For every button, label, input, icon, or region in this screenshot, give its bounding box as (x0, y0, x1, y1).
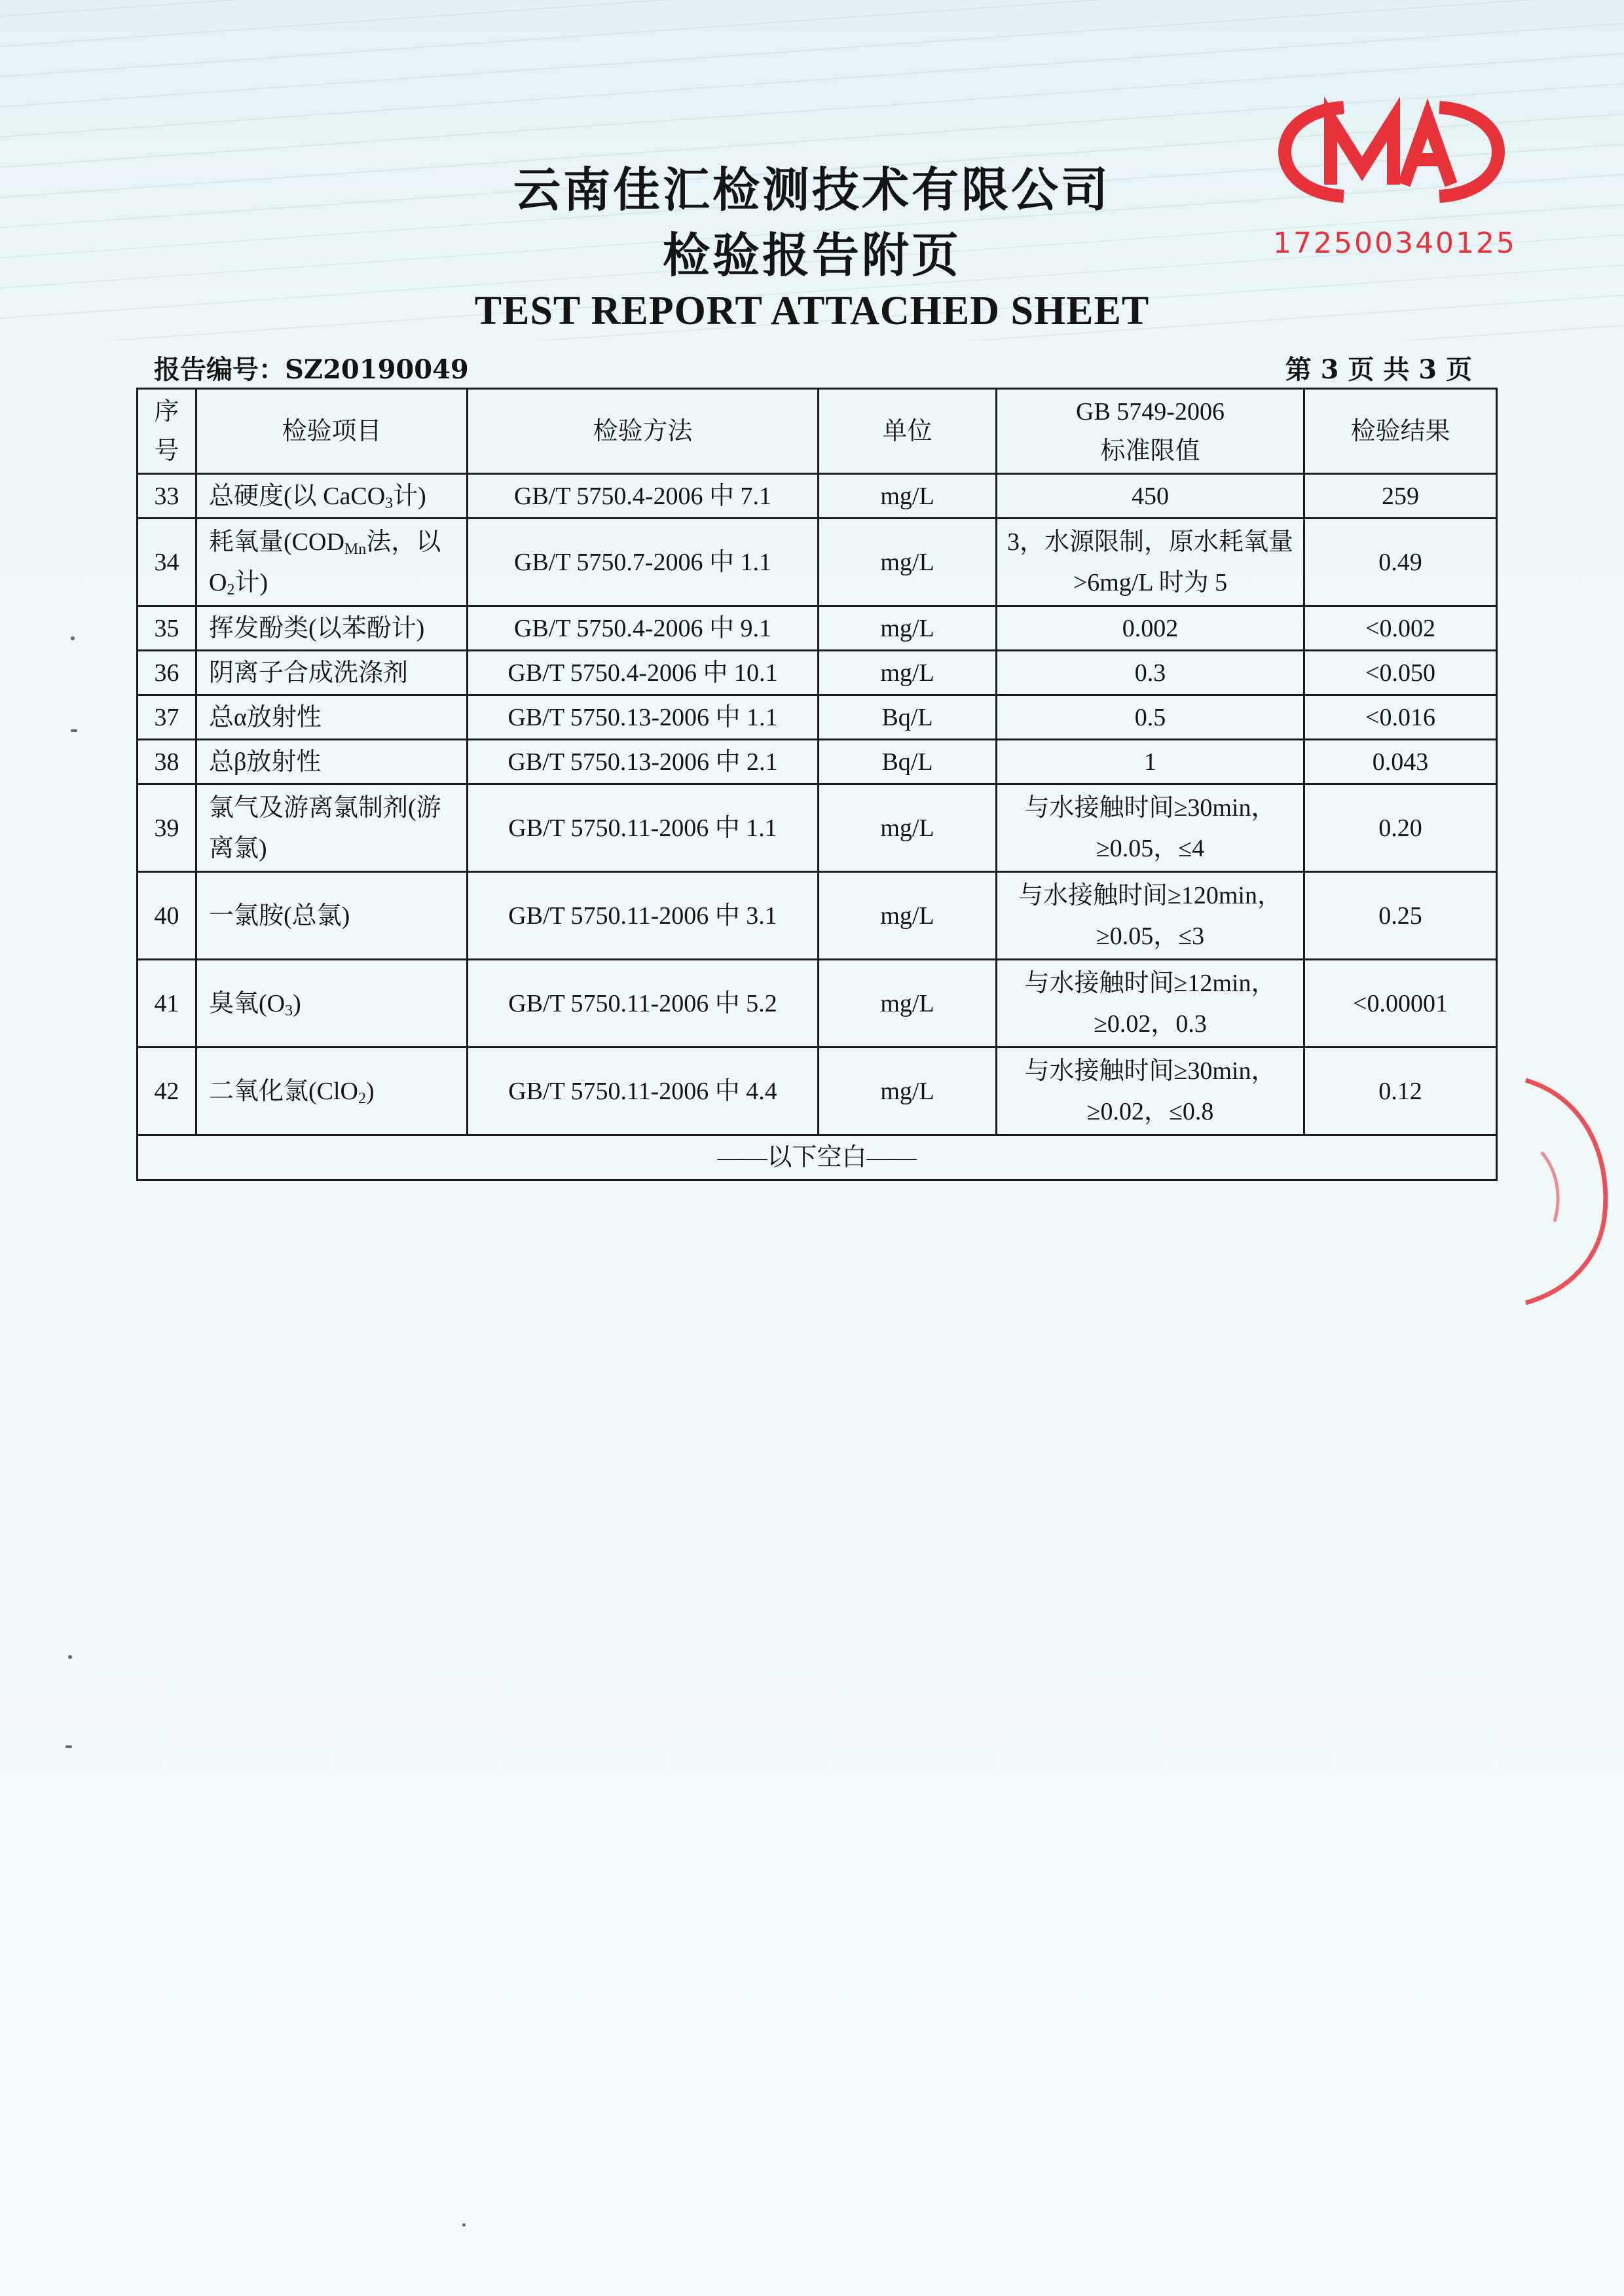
page-indicator: 第 3 页 共 3 页 (1285, 354, 1472, 385)
cell-no: 38 (138, 740, 196, 784)
cell-unit: mg/L (819, 1048, 997, 1135)
cell-limit: 0.002 (997, 606, 1304, 651)
cell-item (196, 960, 468, 1048)
cell-item (196, 1048, 468, 1135)
cell-limit: 0.3 (997, 651, 1304, 695)
cell-unit: mg/L (819, 606, 997, 651)
table-row (138, 651, 1497, 695)
item-text: 总硬度(以 CaCO (209, 482, 386, 510)
cell-item (196, 474, 468, 519)
cell-no: 42 (138, 1048, 196, 1135)
cell-no: 39 (138, 784, 196, 872)
item-text: 计) (234, 568, 268, 596)
cell-unit: Bq/L (819, 740, 997, 784)
header-method: 检验方法 (468, 389, 819, 474)
cell-unit: mg/L (819, 960, 997, 1048)
table-row (138, 474, 1497, 519)
table-row (138, 1048, 1497, 1135)
header-no: 序号 (138, 389, 196, 474)
table-row (138, 740, 1497, 784)
cell-result: <0.050 (1304, 651, 1497, 695)
item-text: 二氧化氯(ClO (209, 1077, 359, 1105)
cell-method: GB/T 5750.4-2006 中 7.1 (468, 474, 819, 519)
scan-speck (71, 636, 75, 640)
end-note: ——以下空白—— (138, 1135, 1497, 1180)
cell-result: 0.12 (1304, 1048, 1497, 1135)
item-text: 总β放射性 (209, 748, 322, 776)
cell-limit: 与水接触时间≥30min，≥0.05，≤4 (997, 784, 1304, 872)
cell-no: 37 (138, 695, 196, 740)
cell-limit: 与水接触时间≥12min，≥0.02，0.3 (997, 960, 1304, 1048)
table-row (138, 872, 1497, 960)
cell-limit: 3，水源限制，原水耗氧量>6mg/L 时为 5 (997, 519, 1304, 606)
item-text: ) (366, 1077, 375, 1105)
item-subscript: 2 (358, 1089, 367, 1107)
cell-limit: 与水接触时间≥30min，≥0.02，≤0.8 (997, 1048, 1304, 1135)
cell-method: GB/T 5750.11-2006 中 5.2 (468, 960, 819, 1048)
item-text: 阴离子合成洗涤剂 (209, 659, 409, 687)
cell-result: 0.043 (1304, 740, 1497, 784)
table-row (138, 606, 1497, 651)
end-note-row (138, 1135, 1497, 1180)
cell-result: <0.002 (1304, 606, 1497, 651)
cell-no: 36 (138, 651, 196, 695)
cell-method: GB/T 5750.11-2006 中 3.1 (468, 872, 819, 960)
cell-item (196, 695, 468, 740)
item-text: 耗氧量(COD (209, 528, 344, 556)
scan-speck (65, 1745, 72, 1748)
header-unit: 单位 (819, 389, 997, 474)
cell-result: 0.49 (1304, 519, 1497, 606)
cell-method: GB/T 5750.7-2006 中 1.1 (468, 519, 819, 606)
cell-result: 259 (1304, 474, 1497, 519)
cell-limit: 450 (997, 474, 1304, 519)
table-header-row (138, 389, 1497, 474)
cell-unit: mg/L (819, 784, 997, 872)
cell-no: 33 (138, 474, 196, 519)
cma-logo (1270, 92, 1513, 210)
table-row (138, 695, 1497, 740)
cell-result: 0.25 (1304, 872, 1497, 960)
item-text: 臭氧(O (209, 989, 286, 1017)
seal-stamp-partial (1513, 1074, 1624, 1309)
item-subscript: 3 (385, 494, 394, 512)
cell-method: GB/T 5750.11-2006 中 1.1 (468, 784, 819, 872)
item-text: 法，以 O (209, 528, 441, 596)
cell-unit: mg/L (819, 651, 997, 695)
report-number: 报告编号：SZ20190049 (154, 354, 469, 385)
cell-no: 35 (138, 606, 196, 651)
cell-result: 0.20 (1304, 784, 1497, 872)
cell-item (196, 606, 468, 651)
scan-speck (462, 2223, 466, 2227)
cell-unit: Bq/L (819, 695, 997, 740)
cell-limit: 与水接触时间≥120min，≥0.05，≤3 (997, 872, 1304, 960)
scan-speck (71, 729, 77, 732)
header-limit-standard: GB 5749-2006 (1076, 397, 1225, 426)
cell-method: GB/T 5750.13-2006 中 1.1 (468, 695, 819, 740)
results-table (136, 388, 1498, 1181)
table-body (138, 474, 1497, 1135)
header-result: 检验结果 (1304, 389, 1497, 474)
cell-item (196, 784, 468, 872)
item-text: 总α放射性 (209, 703, 322, 731)
cell-no: 41 (138, 960, 196, 1048)
table-row (138, 519, 1497, 606)
cell-limit: 0.5 (997, 695, 1304, 740)
cell-no: 40 (138, 872, 196, 960)
cell-method: GB/T 5750.11-2006 中 4.4 (468, 1048, 819, 1135)
document-subtitle: 检验报告附页 (662, 227, 961, 283)
scan-speck (68, 1655, 72, 1659)
cell-result: <0.016 (1304, 695, 1497, 740)
item-text: 计) (393, 482, 426, 510)
item-text: 挥发酚类(以苯酚计) (209, 614, 425, 642)
cell-no: 34 (138, 519, 196, 606)
item-subscript: 3 (285, 1002, 293, 1019)
cell-unit: mg/L (819, 474, 997, 519)
table-row (138, 784, 1497, 872)
cell-unit: mg/L (819, 872, 997, 960)
cell-unit: mg/L (819, 519, 997, 606)
header-item: 检验项目 (196, 389, 468, 474)
cell-limit: 1 (997, 740, 1304, 784)
item-text: 一氯胺(总氯) (209, 902, 350, 930)
item-subscript: Mn (344, 540, 367, 558)
header-limit (997, 389, 1304, 474)
english-title: TEST REPORT ATTACHED SHEET (474, 289, 1150, 333)
cma-certificate-number: 172500340125 (1273, 227, 1517, 260)
item-text: ) (293, 989, 301, 1017)
cell-item (196, 872, 468, 960)
table-row (138, 960, 1497, 1048)
company-name: 云南佳汇检测技术有限公司 (513, 162, 1111, 217)
item-text: 氯气及游离氯制剂(游离氯) (209, 793, 441, 862)
cell-item (196, 651, 468, 695)
cell-item (196, 740, 468, 784)
cell-method: GB/T 5750.13-2006 中 2.1 (468, 740, 819, 784)
cell-item (196, 519, 468, 606)
item-subscript: 2 (227, 581, 235, 598)
cell-result: <0.00001 (1304, 960, 1497, 1048)
cell-method: GB/T 5750.4-2006 中 9.1 (468, 606, 819, 651)
header-limit-label: 标准限值 (1100, 437, 1200, 465)
cell-method: GB/T 5750.4-2006 中 10.1 (468, 651, 819, 695)
